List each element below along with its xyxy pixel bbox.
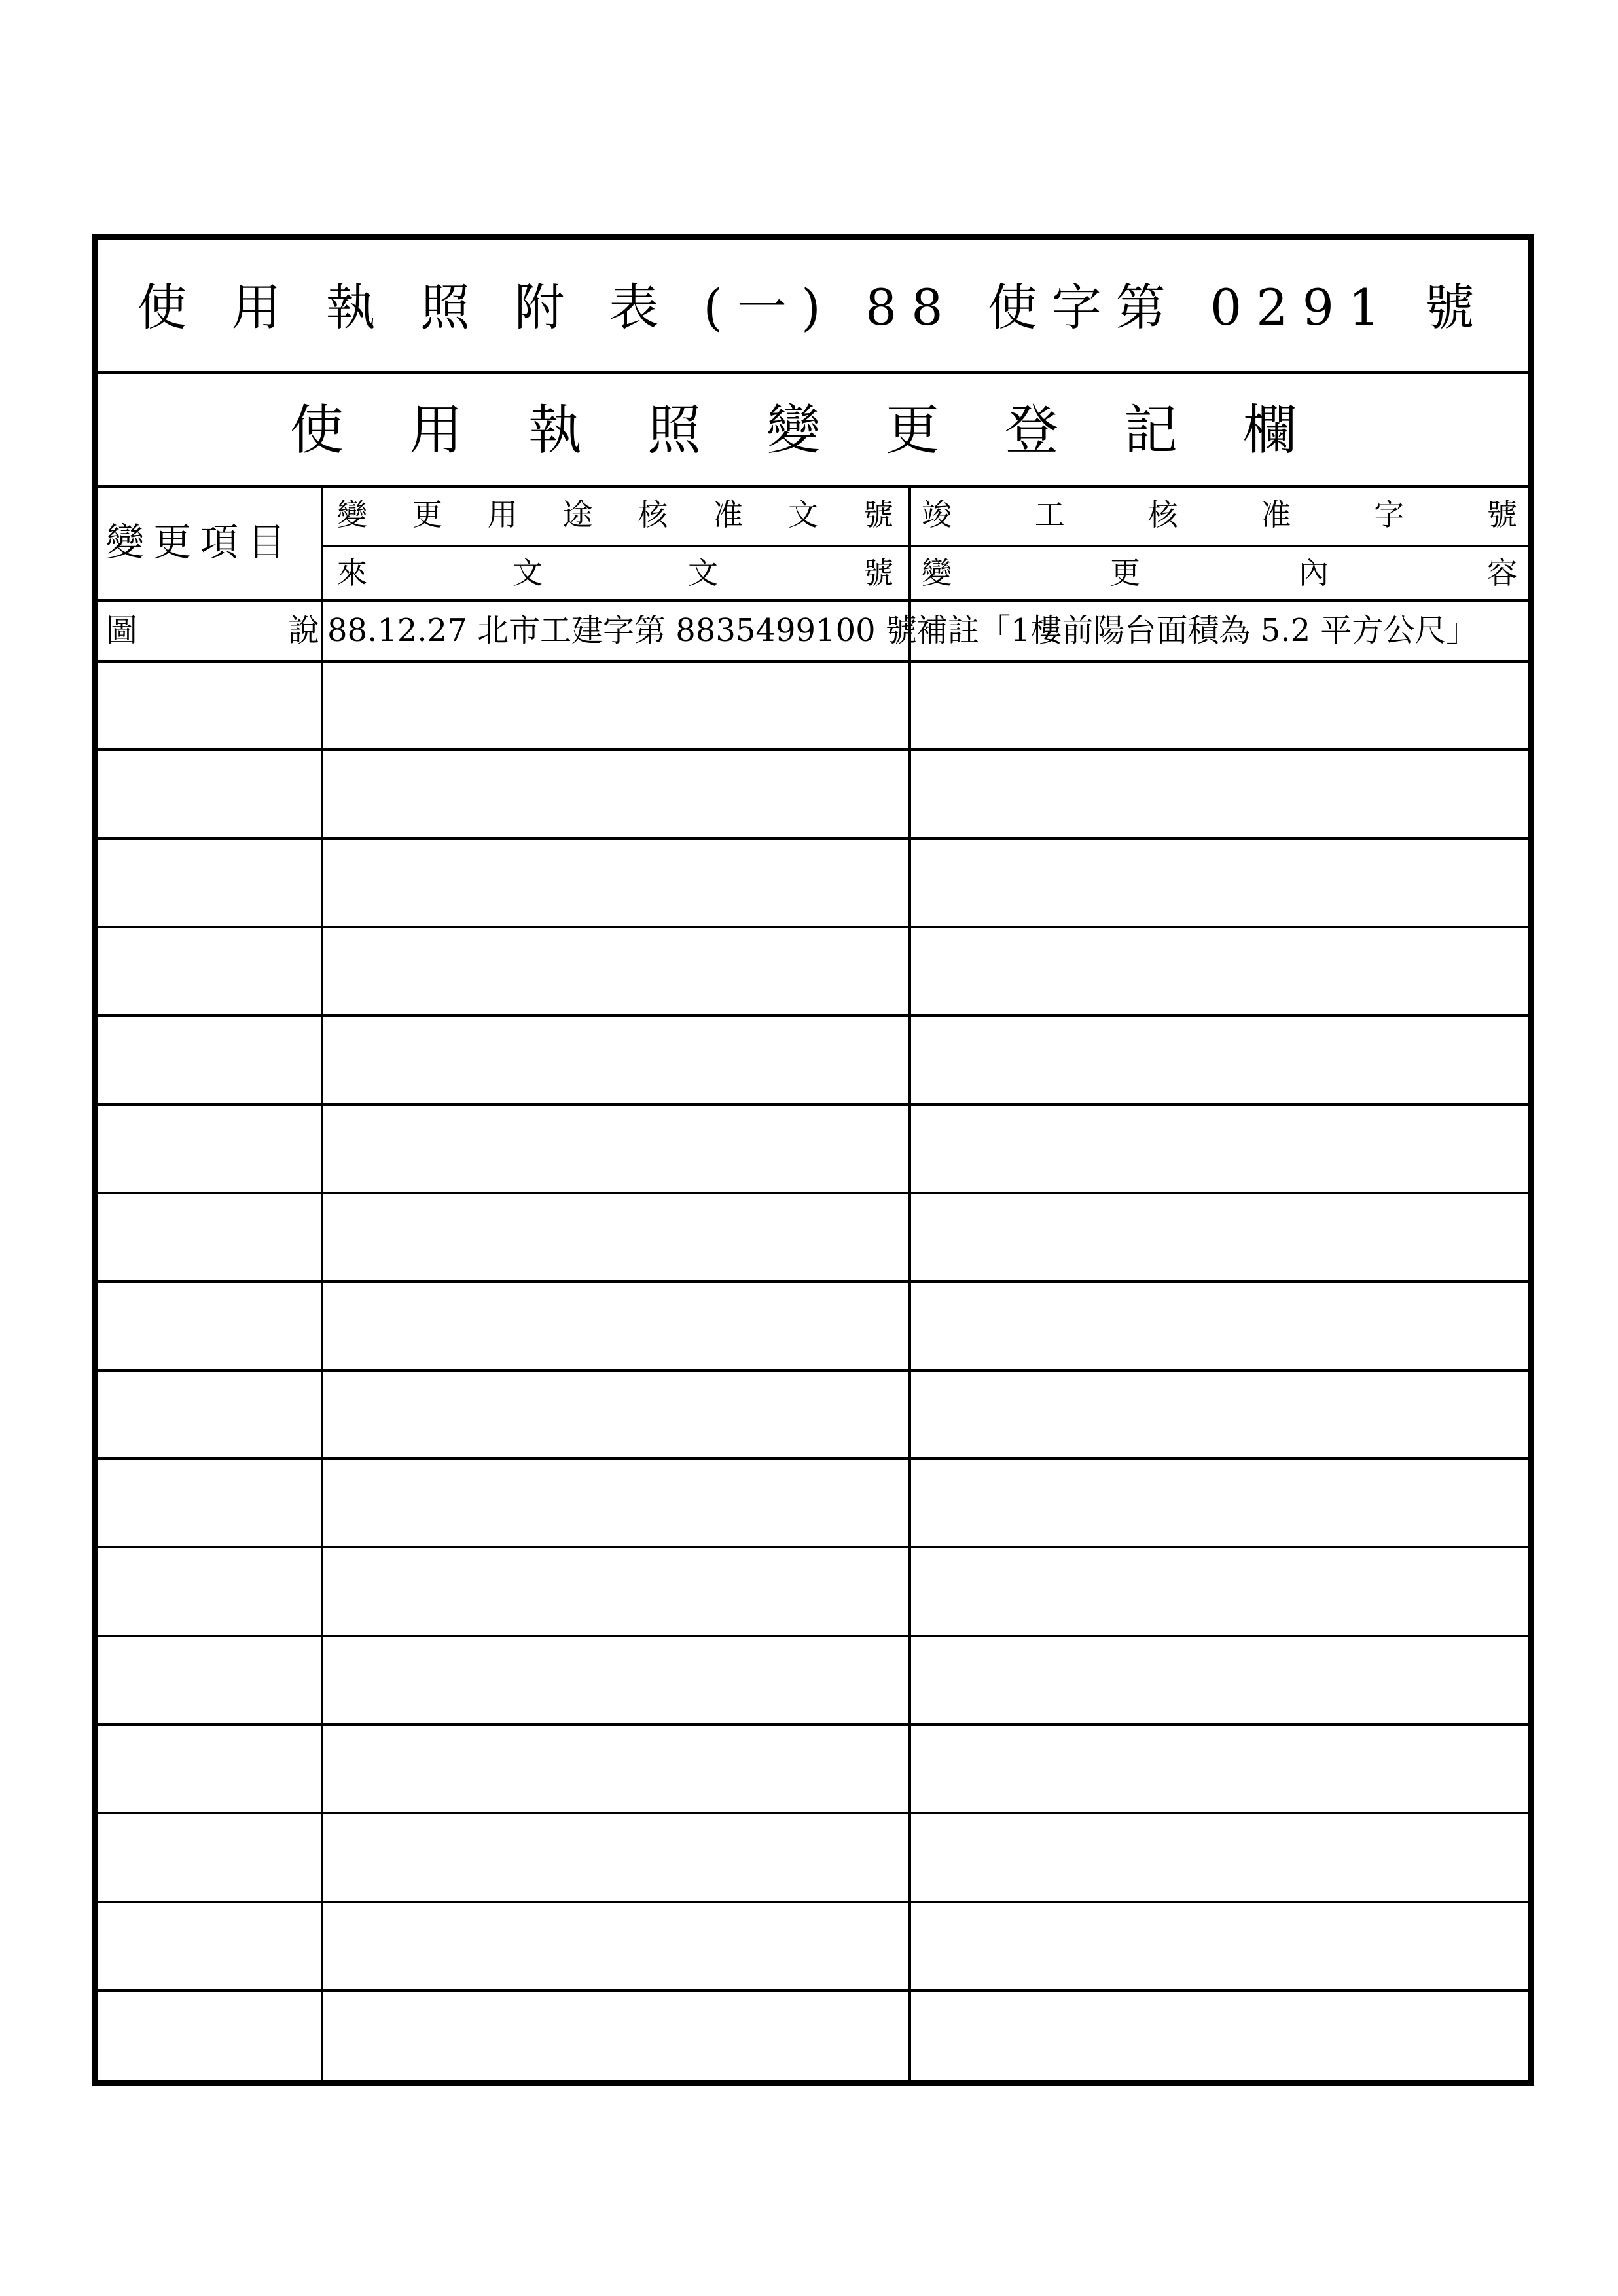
header-char: 容 [1487,555,1517,591]
header-char: 核 [1147,497,1178,532]
header-bottom [98,599,1528,602]
header-char: 核 [638,497,668,532]
row-divider [98,837,1528,840]
column-divider [908,485,911,2086]
row-divider [98,1103,1528,1106]
divider [98,371,1528,374]
header-char: 文 [688,555,718,591]
header-char: 號 [863,497,893,532]
row-doc-no: 88.12.27 北市工建字第 8835499100 號 [327,612,917,649]
column-divider [321,485,323,2086]
usage-permit-form [92,234,1534,2086]
form-title: 使 用 執 照 附 表 (一) 88 使字第 0291 號 [137,278,1489,337]
row-item-left: 圖 [106,612,138,649]
row-divider [98,1457,1528,1460]
row-change-content: 補註「1樓前陽台面積為 5.2 平方公尺」 [916,612,1478,649]
row-divider [98,1369,1528,1372]
header-char: 文 [512,555,543,591]
header-char: 來 [337,555,367,591]
header-char: 號 [863,555,893,591]
row-divider [98,1014,1528,1017]
row-divider [98,1280,1528,1283]
row-divider [98,1901,1528,1903]
row-item-right: 說 [288,612,320,649]
header-item-label: 變更項目 [106,520,295,564]
header-char: 途 [562,497,593,532]
header-approval-doc-no [337,497,893,532]
header-char: 工 [1034,497,1065,532]
divider [98,485,1528,488]
row-divider [98,748,1528,751]
header-char: 竣 [922,497,952,532]
header-char: 准 [1261,497,1291,532]
row-divider [98,1192,1528,1194]
row-divider [98,1723,1528,1726]
header-completion-approval-no [922,497,1517,532]
row-divider [98,1812,1528,1814]
header-change-content [922,555,1517,591]
header-char: 內 [1299,555,1329,591]
header-char: 准 [713,497,744,532]
header-incoming-doc-no [337,555,893,591]
banner-title: 使用執照變更登記欄 [289,399,1362,462]
row-divider [98,1546,1528,1548]
header-char: 更 [412,497,442,532]
row-divider [98,926,1528,928]
header-char: 字 [1374,497,1405,532]
row-divider [98,1989,1528,1992]
header-char: 用 [487,497,518,532]
header-char: 變 [337,497,367,532]
header-divider [321,545,1528,547]
header-char: 變 [922,555,952,591]
header-char: 文 [788,497,819,532]
header-char: 號 [1486,497,1517,532]
row-divider [98,1635,1528,1637]
row-divider [98,660,1528,663]
header-char: 更 [1110,555,1140,591]
